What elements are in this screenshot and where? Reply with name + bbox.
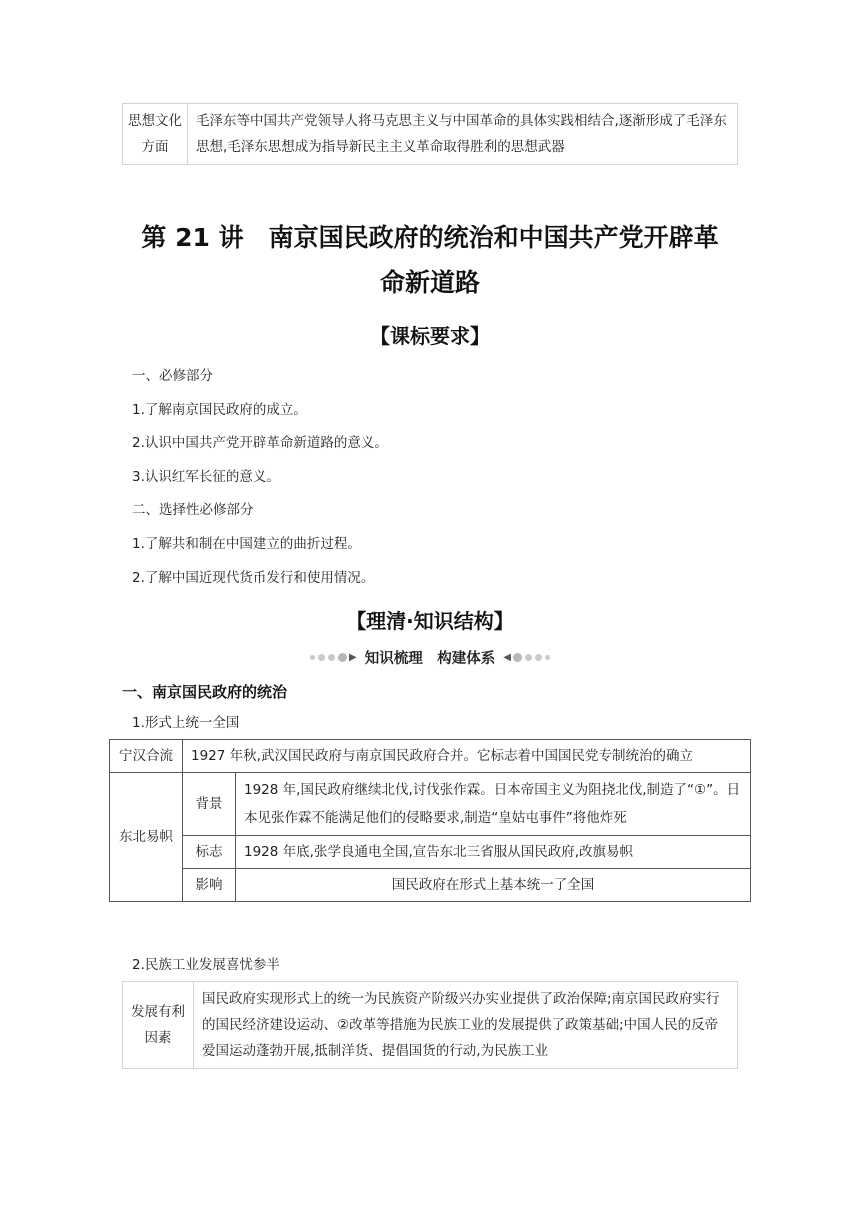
table-row bbox=[110, 740, 751, 773]
curriculum-line: 2.认识中国共产党开辟革命新道路的意义。 bbox=[132, 435, 388, 451]
table-row bbox=[110, 836, 751, 869]
row-content: 国民政府实现形式上的统一为民族资产阶级兴办实业提供了政治保障;南京国民政府实行的国民经济建设运动、②改革等措施为民族工业的发展提供了政策基础;中国人民的反帝爱国运动蓬勃开展,抵制洋货、提倡国货的行动,为民族工业 bbox=[194, 982, 738, 1069]
section-heading: 一、南京国民政府的统治 bbox=[122, 683, 288, 701]
table-row bbox=[110, 773, 751, 836]
lecture-title-line2: 命新道路 bbox=[379, 268, 480, 297]
row-sublabel: 影响 bbox=[183, 869, 236, 902]
chevron-left-icon: ◀ bbox=[503, 651, 511, 663]
lecture-title-line1: 第 21 讲 南京国民政府的统治和中国共产党开辟革 bbox=[141, 223, 719, 252]
banner-dots-left bbox=[310, 653, 347, 662]
row-content: 国民政府在形式上基本统一了全国 bbox=[236, 869, 751, 902]
chevron-right-icon: ▶ bbox=[349, 651, 357, 663]
curriculum-line: 二、选择性必修部分 bbox=[132, 502, 254, 518]
row-label: 宁汉合流 bbox=[110, 740, 183, 773]
industry-table bbox=[122, 981, 738, 1069]
row-sublabel: 背景 bbox=[183, 773, 236, 836]
curriculum-line: 2.了解中国近现代货币发行和使用情况。 bbox=[132, 570, 375, 586]
curriculum-line: 1.了解共和制在中国建立的曲折过程。 bbox=[132, 536, 361, 552]
banner-text: 知识梳理 构建体系 bbox=[364, 650, 496, 667]
curriculum-line: 1.了解南京国民政府的成立。 bbox=[132, 402, 307, 418]
subsection-heading: 2.民族工业发展喜忧参半 bbox=[132, 957, 280, 973]
curriculum-heading: 【课标要求】 bbox=[370, 324, 490, 348]
curriculum-line: 3.认识红军长征的意义。 bbox=[132, 469, 280, 485]
table-row bbox=[123, 104, 738, 165]
table-row bbox=[123, 982, 738, 1069]
row-content: 1928 年,国民政府继续北伐,讨伐张作霖。日本帝国主义为阻挠北伐,制造了“①”。日本见张作霖不能满足他们的侵略要求,制造“皇姑屯事件”将他炸死 bbox=[236, 773, 751, 836]
table-row bbox=[110, 869, 751, 902]
knowledge-heading: 【理清·知识结构】 bbox=[346, 609, 514, 633]
row-content: 1927 年秋,武汉国民政府与南京国民政府合并。它标志着中国国民党专制统治的确立 bbox=[183, 740, 751, 773]
unification-table bbox=[109, 739, 751, 902]
row-sublabel: 标志 bbox=[183, 836, 236, 869]
row-content: 毛泽东等中国共产党领导人将马克思主义与中国革命的具体实践相结合,逐渐形成了毛泽东思想,毛泽东思想成为指导新民主主义革命取得胜利的思想武器 bbox=[188, 104, 738, 165]
curriculum-line: 一、必修部分 bbox=[132, 368, 213, 384]
row-content: 1928 年底,张学良通电全国,宣告东北三省服从国民政府,改旗易帜 bbox=[236, 836, 751, 869]
row-label: 发展有利因素 bbox=[123, 982, 194, 1069]
subsection-heading: 1.形式上统一全国 bbox=[132, 715, 240, 731]
row-label: 思想文化方面 bbox=[123, 104, 188, 165]
ideology-table bbox=[122, 103, 738, 165]
knowledge-banner bbox=[300, 646, 560, 668]
row-label: 东北易帜 bbox=[110, 773, 183, 902]
banner-dots-right bbox=[513, 653, 550, 662]
